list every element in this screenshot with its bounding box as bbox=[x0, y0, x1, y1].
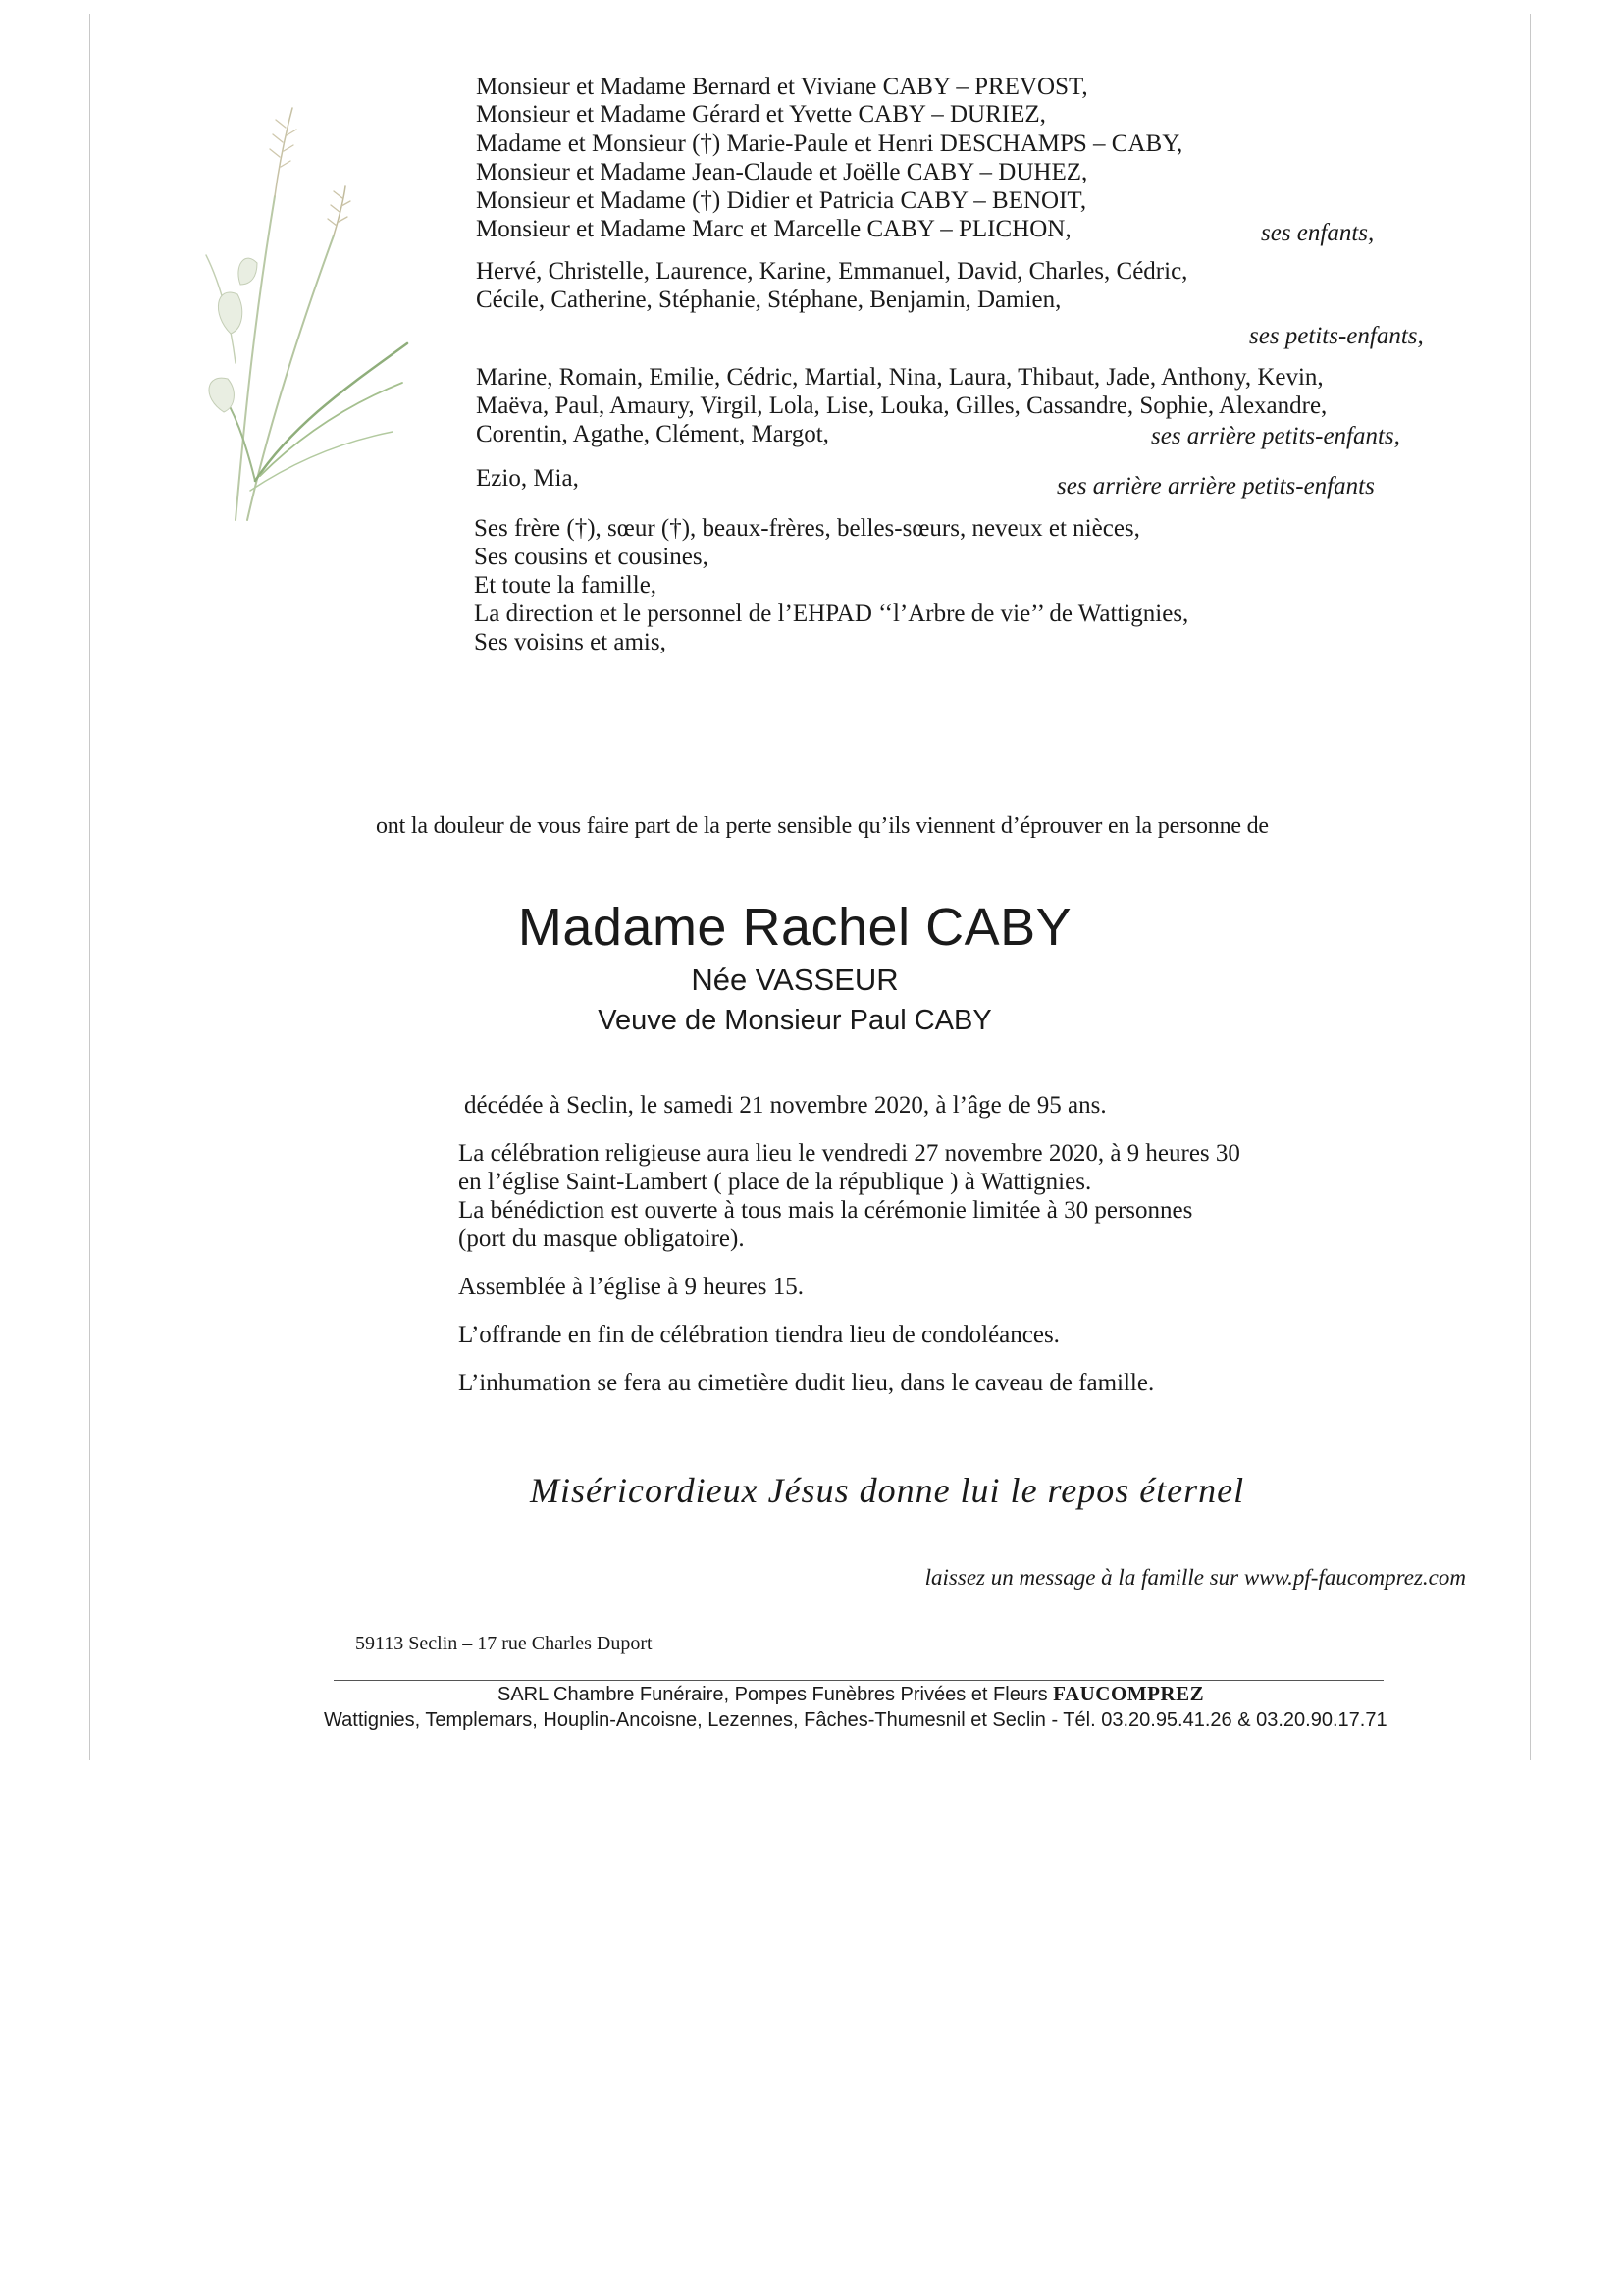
great-great-grandchild-text: Ezio, Mia, bbox=[476, 465, 579, 492]
child-line-3: Madame et Monsieur (†) Marie-Paule et Henri DESCHAMPS – CABY, bbox=[476, 130, 1183, 157]
deceased-block bbox=[491, 895, 1099, 1040]
grandchild-line-2: Cécile, Catherine, Stéphanie, Stéphane, Benjamin, Damien, bbox=[476, 287, 1062, 313]
scan-edge-right bbox=[1530, 14, 1531, 1760]
company-name: FAUCOMPREZ bbox=[1053, 1682, 1205, 1705]
child-line-4: Monsieur et Madame Jean-Claude et Joëlle CABY – DUHEZ, bbox=[476, 159, 1088, 185]
spacer bbox=[476, 448, 1457, 464]
grandchild-line-1: Hervé, Christelle, Laurence, Karine, Emmanuel, David, Charles, Cédric, bbox=[476, 258, 1188, 285]
others-line-1: Ses frère (†), sœur (†), beaux-frères, belles-sœurs, neveux et nièces, bbox=[474, 515, 1140, 542]
assembly-text: Assemblée à l’église à 9 heures 15. bbox=[458, 1274, 804, 1300]
child-line-5: Monsieur et Madame (†) Didier et Patricia CABY – BENOIT, bbox=[476, 187, 1087, 214]
child-line-6-text: Monsieur et Madame Marc et Marcelle CABY – PLICHON, bbox=[476, 216, 1072, 242]
others-line-3: Et toute la famille, bbox=[474, 572, 657, 599]
ceremony-line-1: La célébration religieuse aura lieu le vendredi 27 novembre 2020, à 9 heures 30 bbox=[458, 1140, 1240, 1167]
footer-divider bbox=[334, 1680, 1384, 1681]
burial-text: L’inhumation se fera au cimetière dudit lieu, dans le caveau de famille. bbox=[458, 1370, 1155, 1396]
deceased-maiden-name: Née VASSEUR bbox=[691, 963, 899, 997]
offering-paragraph bbox=[458, 1321, 1371, 1349]
role-great-great-grandchildren: ses arrière arrière petits-enfants bbox=[1057, 473, 1375, 499]
ceremony-line-4: (port du masque obligatoire). bbox=[458, 1226, 745, 1252]
others-line-5: Ses voisins et amis, bbox=[474, 629, 666, 655]
scan-edge-left bbox=[89, 14, 90, 1760]
child-line-2: Monsieur et Madame Gérard et Yvette CABY – DURIEZ, bbox=[476, 101, 1046, 128]
role-grandchildren: ses petits-enfants, bbox=[1249, 323, 1424, 349]
announcement-text: ont la douleur de vous faire part de la perte sensible qu’ils viennent d’éprouver en la personne de bbox=[376, 813, 1269, 839]
child-line-6 bbox=[476, 215, 1457, 246]
grandchild-role-line bbox=[476, 314, 1457, 353]
spacer bbox=[476, 353, 1457, 363]
assembly-paragraph bbox=[458, 1273, 1371, 1301]
message-link-text: laissez un message à la famille sur www.pf-faucomprez.com bbox=[924, 1565, 1466, 1590]
role-great-grandchildren: ses arrière petits-enfants, bbox=[1151, 423, 1400, 449]
great-grandchild-line-1: Marine, Romain, Emilie, Cédric, Martial, Nina, Laura, Thibaut, Jade, Anthony, Kevin, bbox=[476, 364, 1324, 391]
death-notice-text: décédée à Seclin, le samedi 21 novembre 2020, à l’âge de 95 ans. bbox=[464, 1092, 1107, 1119]
ceremony-line-3: La bénédiction est ouverte à tous mais la cérémonie limitée à 30 personnes bbox=[458, 1197, 1193, 1224]
blessing-script: Miséricordieux Jésus donne lui le repos éternel bbox=[530, 1471, 1245, 1510]
others-line-4: La direction et le personnel de l’EHPAD ‘‘l’Arbre de vie’’ de Wattignies, bbox=[474, 600, 1189, 627]
funeral-home-company bbox=[497, 1682, 1204, 1706]
funeral-home-towns-phone: Wattignies, Templemars, Houplin-Ancoisne, Lezennes, Fâches-Thumesnil et Seclin - Tél. 03.20.95.41.26 & 03.20.90.17.71 bbox=[324, 1709, 1387, 1731]
deceased-widow-of: Veuve de Monsieur Paul CABY bbox=[598, 1005, 992, 1036]
burial-paragraph bbox=[458, 1369, 1371, 1397]
ceremony-line-2: en l’église Saint-Lambert ( place de la république ) à Wattignies. bbox=[458, 1169, 1092, 1195]
ceremony-paragraph bbox=[458, 1139, 1371, 1253]
great-grandchild-line-3 bbox=[476, 420, 1457, 448]
mourners-list bbox=[476, 73, 1457, 656]
wheat-and-lily-illustration bbox=[177, 88, 412, 540]
deceased-name: Madame Rachel CABY bbox=[517, 898, 1073, 957]
funeral-home-address: 59113 Seclin – 17 rue Charles Duport bbox=[355, 1633, 653, 1654]
death-notice bbox=[458, 1091, 1371, 1120]
company-prefix: SARL Chambre Funéraire, Pompes Funèbres Privées et Fleurs bbox=[497, 1684, 1048, 1705]
role-children: ses enfants, bbox=[1261, 220, 1375, 246]
great-grandchild-line-3-text: Corentin, Agathe, Clément, Margot, bbox=[476, 421, 829, 447]
others-line-2: Ses cousins et cousines, bbox=[474, 544, 708, 570]
offering-text: L’offrande en fin de célébration tiendra lieu de condoléances. bbox=[458, 1322, 1060, 1348]
great-grandchild-line-2: Maëva, Paul, Amaury, Virgil, Lola, Lise, Louka, Gilles, Cassandre, Sophie, Alexandre, bbox=[476, 392, 1328, 419]
great-great-grandchild-line bbox=[476, 464, 1457, 499]
child-line-1: Monsieur et Madame Bernard et Viviane CABY – PREVOST, bbox=[476, 74, 1088, 100]
funeral-details bbox=[458, 1091, 1371, 1417]
